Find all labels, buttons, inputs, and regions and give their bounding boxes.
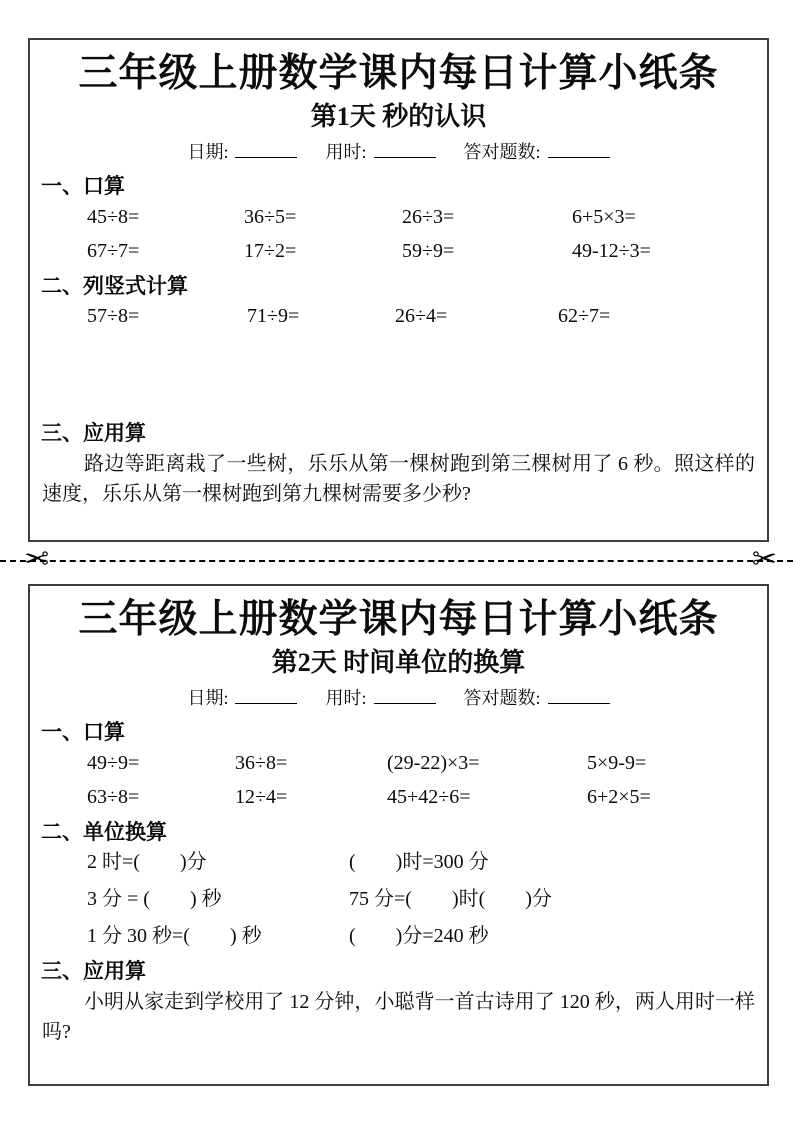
math-problem: 5×9-9=	[587, 751, 647, 774]
date-blank-line	[235, 697, 297, 704]
worksheet-strip-day2	[28, 584, 769, 1086]
math-problem: 6+2×5=	[587, 785, 651, 808]
meta-line	[30, 687, 767, 710]
section-heading-applied: 三、应用算	[41, 420, 146, 445]
day-subtitle: 第2天 时间单位的换算	[271, 647, 526, 677]
date-label: 日期:	[187, 688, 229, 709]
conversion-problem: 1 分 30 秒=( ) 秒	[87, 924, 262, 947]
working-space	[30, 329, 767, 411]
meta-line	[30, 141, 767, 164]
time-label: 用时:	[325, 688, 367, 709]
word-problem-text: 路边等距离栽了一些树，乐乐从第一棵树跑到第三棵树用了 6 秒。照这样的速度，乐乐从第一棵树跑到第九棵树需要多少秒?	[42, 453, 755, 506]
oral-problems-grid	[30, 205, 767, 264]
math-problem: 45+42÷6=	[387, 785, 471, 808]
date-label: 日期:	[187, 142, 229, 163]
time-label: 用时:	[325, 142, 367, 163]
section-heading-vertical: 二、列竖式计算	[41, 273, 188, 298]
conversion-problem: 2 时=( )分	[87, 850, 207, 873]
math-problem: 57÷8=	[87, 304, 140, 327]
math-problem: 36÷8=	[235, 751, 288, 774]
math-problem: 26÷3=	[402, 205, 455, 228]
section-heading-applied: 三、应用算	[41, 958, 146, 983]
score-label: 答对题数:	[463, 142, 541, 163]
worksheet-strip-day1	[28, 38, 769, 542]
math-problem: 36÷5=	[244, 205, 297, 228]
cut-dashed-line	[0, 542, 793, 577]
scissors-icon: ✂	[24, 542, 50, 577]
oral-problems-grid	[30, 751, 767, 810]
math-problem: (29-22)×3=	[387, 751, 480, 774]
math-problem: 67÷7=	[87, 239, 140, 262]
math-problem: 26÷4=	[395, 304, 448, 327]
conversion-problem: ( )分=240 秒	[349, 924, 489, 947]
math-problem: 49-12÷3=	[572, 239, 651, 262]
time-blank-line	[374, 151, 436, 158]
conversion-problems-grid	[30, 850, 767, 949]
conversion-problem: ( )时=300 分	[349, 850, 489, 873]
math-problem: 6+5×3=	[572, 205, 636, 228]
word-problem-text: 小明从家走到学校用了 12 分钟，小聪背一首古诗用了 120 秒，两人用时一样吗?	[42, 991, 755, 1044]
vertical-problems-grid	[30, 304, 767, 329]
section-heading-oral: 一、口算	[41, 720, 125, 745]
math-problem: 49÷9=	[87, 751, 140, 774]
score-blank-line	[548, 697, 610, 704]
page-title: 三年级上册数学课内每日计算小纸条	[78, 598, 719, 641]
section-heading-oral: 一、口算	[41, 174, 125, 199]
math-problem: 45÷8=	[87, 205, 140, 228]
math-problem: 71÷9=	[247, 304, 300, 327]
score-label: 答对题数:	[463, 688, 541, 709]
score-blank-line	[548, 151, 610, 158]
page-title: 三年级上册数学课内每日计算小纸条	[78, 52, 719, 95]
date-blank-line	[235, 151, 297, 158]
math-problem: 62÷7=	[558, 304, 611, 327]
conversion-problem: 75 分=( )时( )分	[349, 887, 552, 910]
day-subtitle: 第1天 秒的认识	[310, 101, 487, 131]
math-problem: 17÷2=	[244, 239, 297, 262]
math-problem: 59÷9=	[402, 239, 455, 262]
scissors-icon: ✂	[751, 542, 777, 577]
time-blank-line	[374, 697, 436, 704]
math-problem: 12÷4=	[235, 785, 288, 808]
conversion-problem: 3 分 = ( ) 秒	[87, 887, 222, 910]
math-problem: 63÷8=	[87, 785, 140, 808]
section-heading-conversion: 二、单位换算	[41, 819, 167, 844]
